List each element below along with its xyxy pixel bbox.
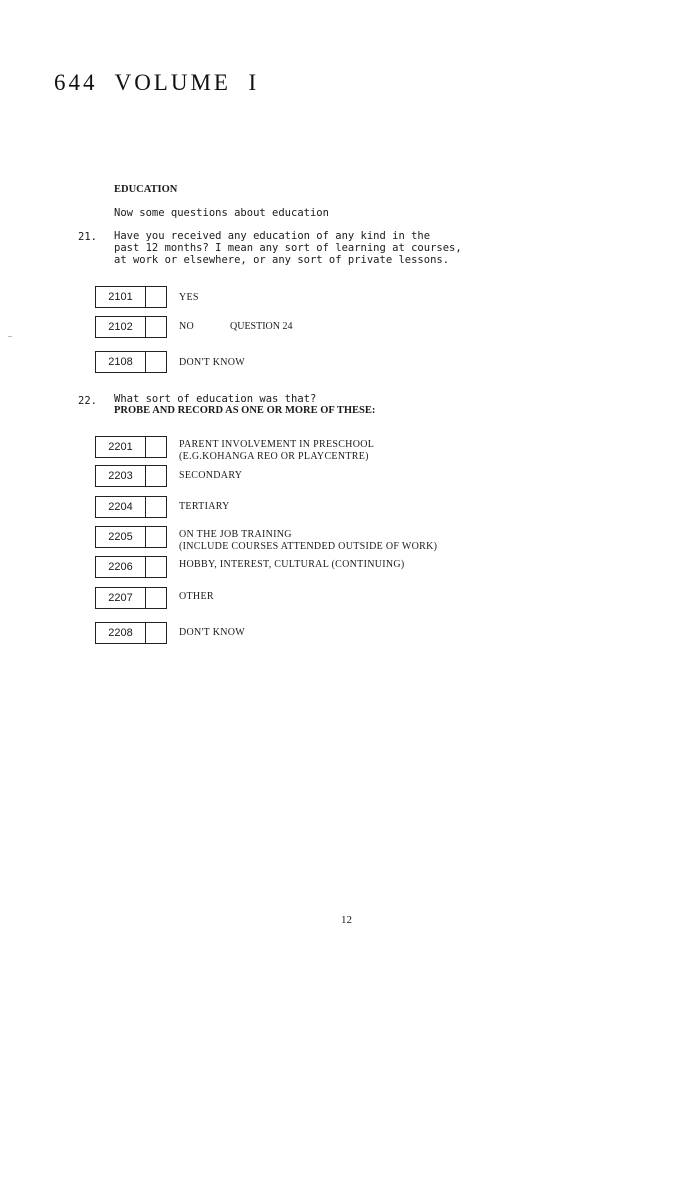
tick-box[interactable]: [146, 317, 166, 337]
code-label: 2203: [96, 466, 146, 486]
option-label: OTHER: [179, 591, 214, 602]
section-intro: Now some questions about education: [114, 207, 329, 219]
option-label: PARENT INVOLVEMENT IN PRESCHOOL: [179, 439, 375, 450]
code-box-2201[interactable]: [95, 436, 167, 458]
tick-box[interactable]: [146, 437, 166, 457]
question-21-line-1: Have you received any education of any kind in the: [114, 230, 431, 242]
question-22-number: 22.: [78, 395, 97, 407]
option-sublabel: (E.G.KOHANGA REO OR PLAYCENTRE): [179, 451, 369, 462]
option-label: HOBBY, INTEREST, CULTURAL (CONTINUING): [179, 559, 405, 570]
skip-instruction: QUESTION 24: [230, 321, 293, 332]
question-21-number: 21.: [78, 231, 97, 243]
code-label: 2102: [96, 317, 146, 337]
page-number: 12: [341, 914, 352, 926]
margin-mark: [8, 336, 12, 337]
option-sublabel: (INCLUDE COURSES ATTENDED OUTSIDE OF WORK): [179, 541, 438, 552]
code-box-2206[interactable]: [95, 556, 167, 578]
option-label: NO: [179, 321, 195, 332]
tick-box[interactable]: [146, 588, 166, 608]
tick-box[interactable]: [146, 623, 166, 643]
option-label: DON'T KNOW: [179, 627, 245, 638]
code-label: 2208: [96, 623, 146, 643]
option-label: DON'T KNOW: [179, 357, 245, 368]
code-box-2204[interactable]: [95, 496, 167, 518]
tick-box[interactable]: [146, 557, 166, 577]
section-title: EDUCATION: [114, 184, 178, 195]
code-box-2101[interactable]: [95, 286, 167, 308]
code-label: 2101: [96, 287, 146, 307]
question-21-line-3: at work or elsewhere, or any sort of private lessons.: [114, 254, 450, 266]
option-label: TERTIARY: [179, 501, 230, 512]
question-22-text: What sort of education was that?: [114, 393, 317, 405]
tick-box[interactable]: [146, 466, 166, 486]
option-label: SECONDARY: [179, 470, 243, 481]
option-label: ON THE JOB TRAINING: [179, 529, 292, 540]
option-label: YES: [179, 292, 199, 303]
code-label: 2204: [96, 497, 146, 517]
page-header: 644 VOLUME I: [54, 70, 260, 95]
code-label: 2108: [96, 352, 146, 372]
code-label: 2206: [96, 557, 146, 577]
tick-box[interactable]: [146, 287, 166, 307]
question-21-line-2: past 12 months? I mean any sort of learning at courses,: [114, 242, 462, 254]
code-label: 2205: [96, 527, 146, 547]
code-box-2208[interactable]: [95, 622, 167, 644]
code-box-2207[interactable]: [95, 587, 167, 609]
code-box-2205[interactable]: [95, 526, 167, 548]
code-box-2203[interactable]: [95, 465, 167, 487]
code-box-2102[interactable]: [95, 316, 167, 338]
question-22-instruction: PROBE AND RECORD AS ONE OR MORE OF THESE:: [114, 405, 376, 416]
tick-box[interactable]: [146, 527, 166, 547]
code-box-2108[interactable]: [95, 351, 167, 373]
code-label: 2207: [96, 588, 146, 608]
code-label: 2201: [96, 437, 146, 457]
tick-box[interactable]: [146, 352, 166, 372]
tick-box[interactable]: [146, 497, 166, 517]
